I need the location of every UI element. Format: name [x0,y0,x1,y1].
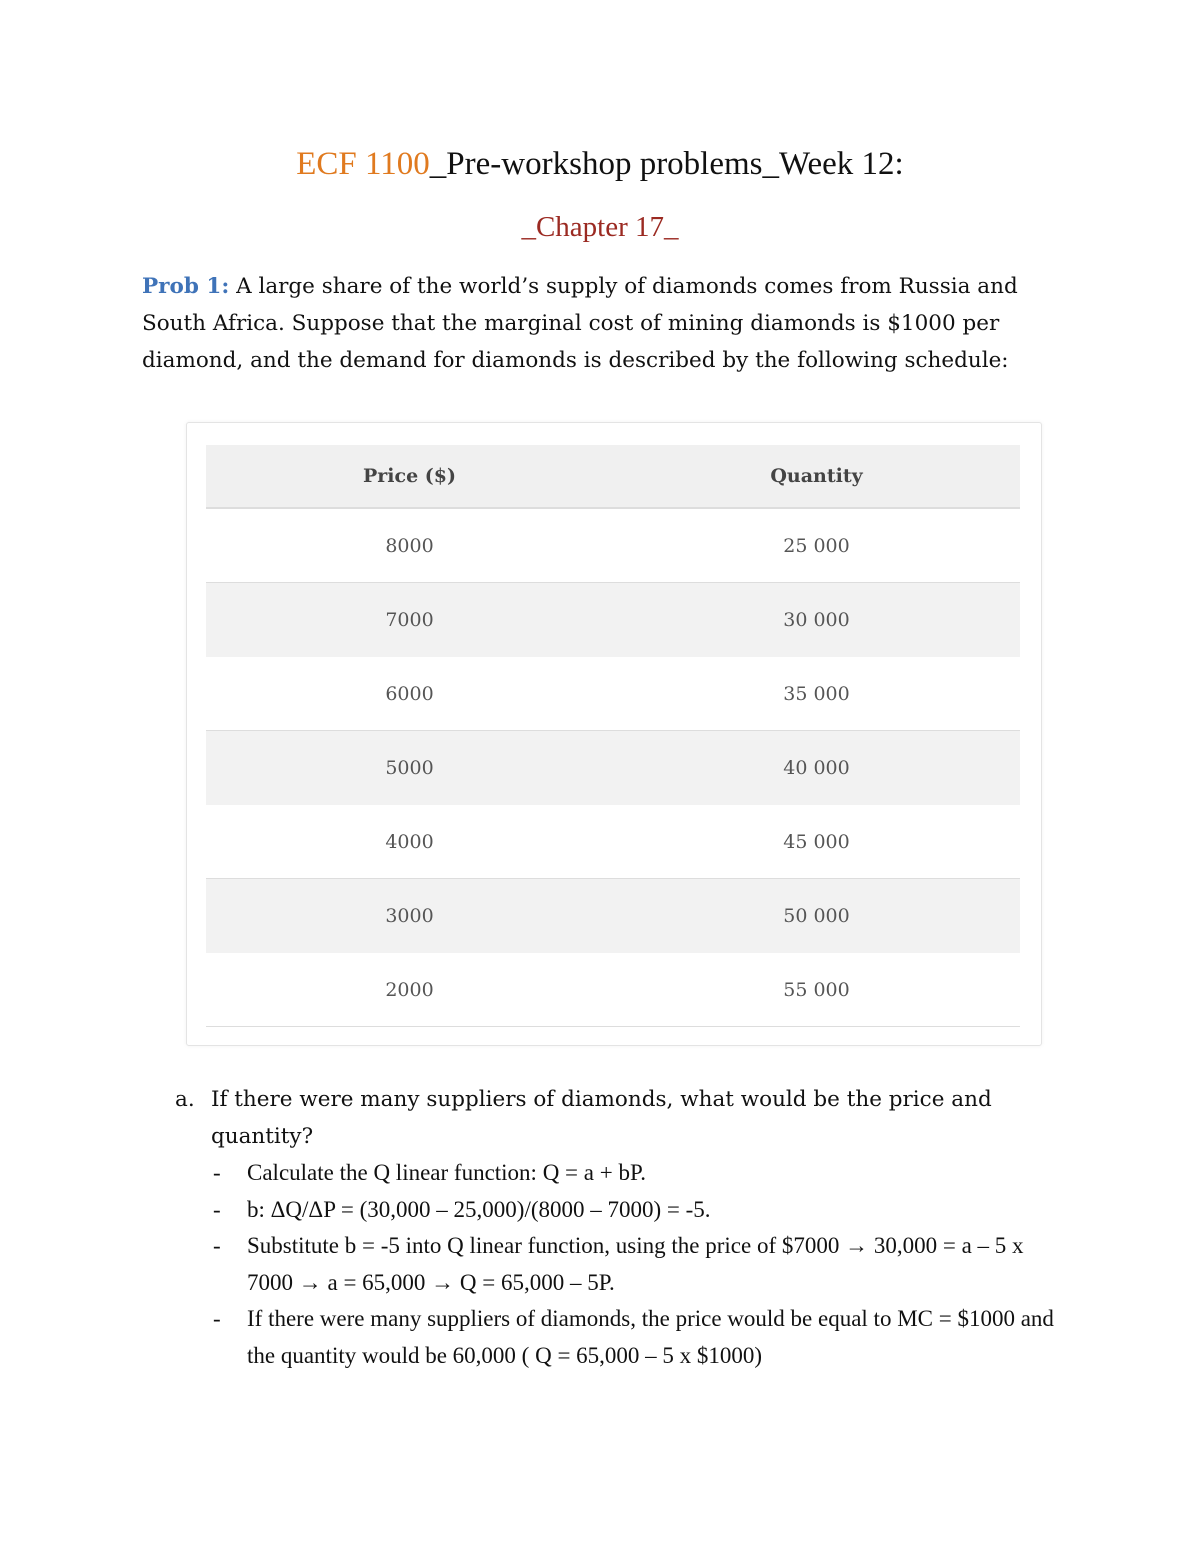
price-cell: 8000 [206,508,613,583]
problem-label: Prob 1: [142,274,230,299]
bullet-marker: - [213,1196,221,1222]
question-a-prompt [175,1082,1075,1155]
quantity-cell: 50 000 [613,879,1020,953]
quantity-cell: 55 000 [613,953,1020,1027]
answer-step [175,1155,1075,1192]
problem-statement [142,268,1072,379]
bullet-marker: - [213,1233,221,1258]
answer-steps [175,1155,1075,1374]
quantity-column-header: Quantity [613,445,1020,508]
table-header-row [206,445,1020,508]
table-row [206,583,1020,657]
question-text: If there were many suppliers of diamonds, what would be the price and quantity? [211,1087,992,1149]
bullet-marker: - [213,1306,221,1331]
title-text: _Pre-workshop problems_Week 12: [429,146,904,182]
table-row [206,879,1020,953]
price-cell: 3000 [206,879,613,953]
price-cell: 4000 [206,805,613,879]
table-row [206,953,1020,1027]
quantity-cell: 40 000 [613,731,1020,805]
answer-step-text: b: ΔQ/ΔP = (30,000 – 25,000)/(8000 – 7000) = -5. [247,1196,711,1222]
problem-text: A large share of the world’s supply of diamonds comes from Russia and South Africa. Suppose that the marginal cost of mining diamonds is $1000 per diamond, and the demand for diamonds is described by the following schedule: [142,274,1018,373]
answer-step-text: Calculate the Q linear function: Q = a + bP. [247,1160,646,1185]
chapter-heading: _Chapter 17_ [521,211,679,243]
page-title [0,142,1200,186]
quantity-cell: 30 000 [613,583,1020,657]
table-row [206,657,1020,731]
table-row [206,508,1020,583]
course-code: ECF 1100 [296,146,430,182]
answer-step-text: Substitute b = -5 into Q linear function, using the price of $7000 → 30,000 = a – 5 x 7000 → a = 65,000 → Q = 65,000 – 5P. [247,1233,1024,1295]
price-cell: 5000 [206,731,613,805]
answer-step [175,1301,1075,1374]
answer-step [175,1228,1075,1301]
price-cell: 2000 [206,953,613,1027]
price-cell: 6000 [206,657,613,731]
answer-step [175,1192,1075,1229]
quantity-cell: 25 000 [613,508,1020,583]
bullet-marker: - [213,1160,221,1185]
price-column-header: Price ($) [206,445,613,508]
table-row [206,731,1020,805]
quantity-cell: 35 000 [613,657,1020,731]
quantity-cell: 45 000 [613,805,1020,879]
question-a [175,1082,1075,1374]
answer-step-text: If there were many suppliers of diamonds, the price would be equal to MC = $1000 and the quantity would be 60,000 ( Q = 65,000 – 5 x $1000) [247,1306,1054,1368]
demand-schedule-table [206,445,1020,1027]
question-letter: a. [175,1087,195,1112]
price-cell: 7000 [206,583,613,657]
demand-schedule-card [186,422,1042,1046]
table-row [206,805,1020,879]
